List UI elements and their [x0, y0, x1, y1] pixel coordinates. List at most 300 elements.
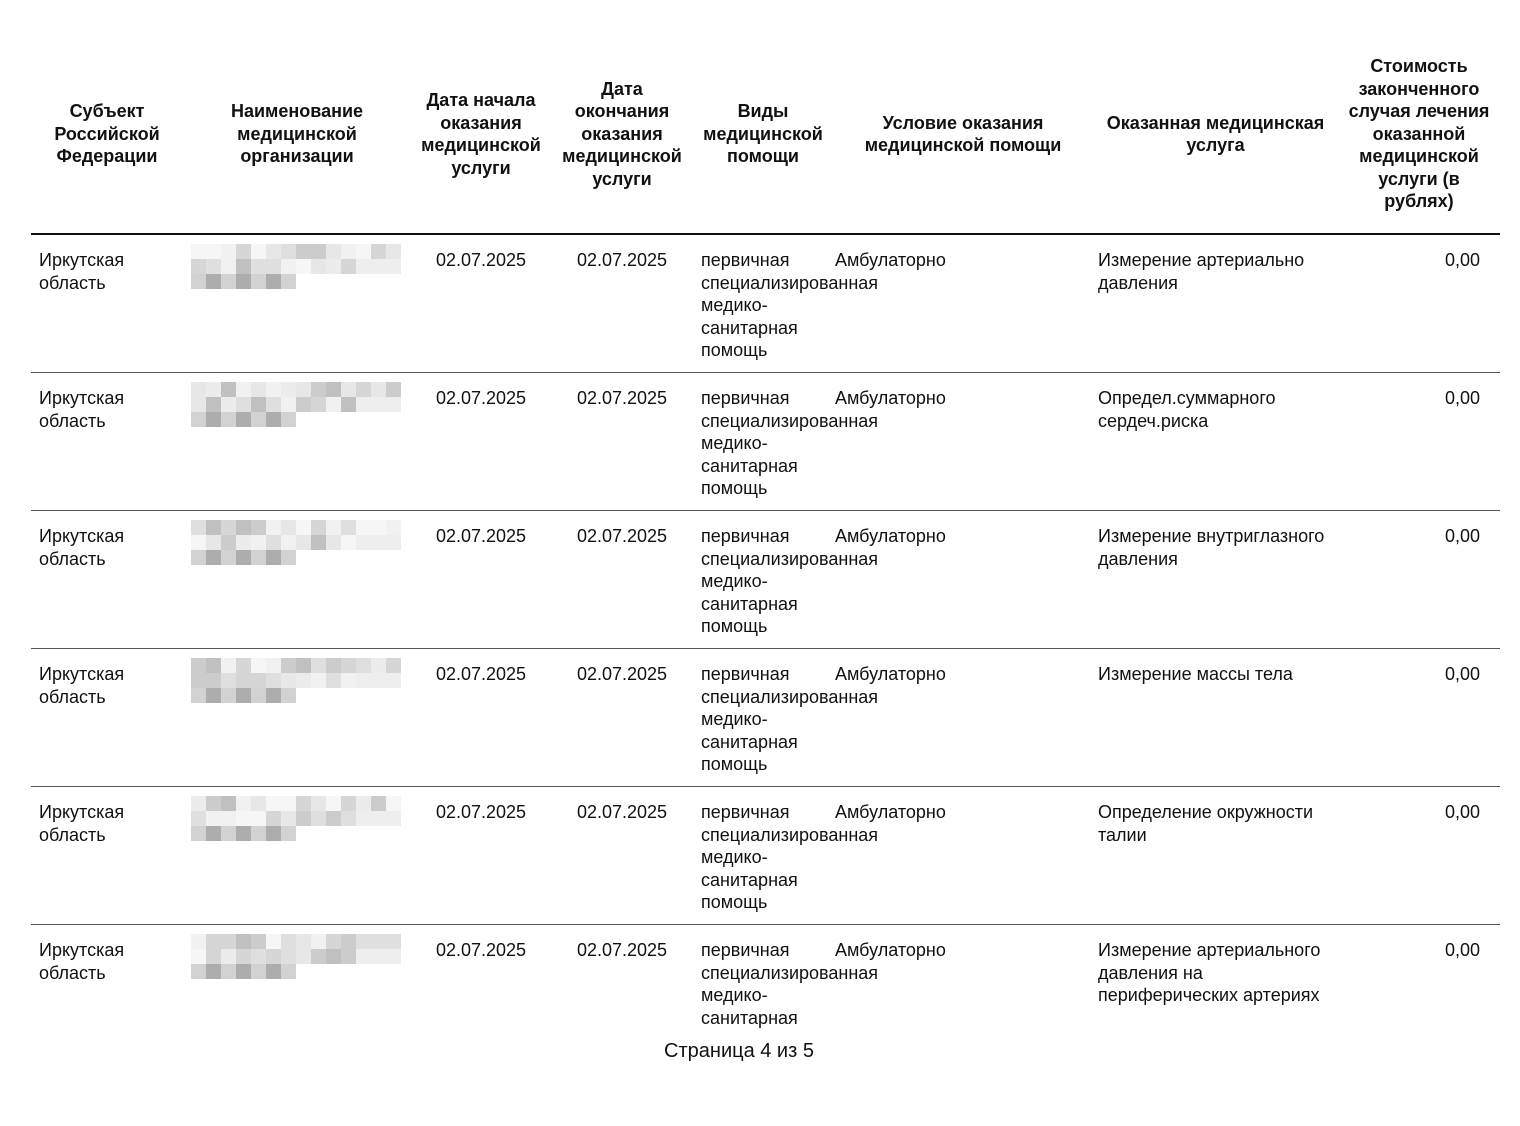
- redaction-pixel: [281, 658, 296, 673]
- redaction-pixel: [386, 658, 401, 673]
- redaction-pixel: [386, 274, 401, 289]
- redaction-pixel: [386, 520, 401, 535]
- redaction-pixel: [266, 550, 281, 565]
- redaction-pixel: [386, 934, 401, 949]
- redaction-pixel: [191, 535, 206, 550]
- redaction-pixel: [356, 964, 371, 979]
- redaction-pixel: [371, 934, 386, 949]
- table-row: [31, 234, 1500, 373]
- redaction-pixel: [206, 397, 221, 412]
- redaction-pixel: [311, 811, 326, 826]
- redaction-pixel: [236, 658, 251, 673]
- redaction-pixel: [191, 688, 206, 703]
- redacted-pixel-block: [191, 796, 403, 841]
- redaction-pixel: [371, 796, 386, 811]
- redaction-pixel: [206, 520, 221, 535]
- cell-service: Измерение массы тела: [1093, 649, 1338, 787]
- cell-cost: 0,00: [1338, 787, 1500, 925]
- redaction-pixel: [221, 382, 236, 397]
- redaction-pixel: [281, 688, 296, 703]
- header-date-end: Дата окончания оказания медицинской услуги: [551, 40, 693, 234]
- redaction-pixel: [341, 397, 356, 412]
- redaction-pixel: [371, 382, 386, 397]
- redaction-pixel: [296, 244, 311, 259]
- redaction-pixel: [296, 934, 311, 949]
- table-row: [31, 511, 1500, 649]
- redaction-pixel: [281, 934, 296, 949]
- cell-organization-redacted: [183, 649, 411, 787]
- cell-region: Иркутская область: [39, 940, 125, 983]
- redaction-pixel: [206, 688, 221, 703]
- redaction-pixel: [251, 412, 266, 427]
- redaction-pixel: [191, 964, 206, 979]
- redaction-pixel: [341, 796, 356, 811]
- redaction-pixel: [221, 964, 236, 979]
- redaction-pixel: [371, 397, 386, 412]
- redaction-pixel: [266, 934, 281, 949]
- redaction-pixel: [251, 796, 266, 811]
- redaction-pixel: [371, 688, 386, 703]
- redaction-pixel: [266, 964, 281, 979]
- cell-date-end: 02.07.2025: [576, 940, 668, 960]
- redaction-pixel: [371, 826, 386, 841]
- redaction-pixel: [386, 382, 401, 397]
- redaction-pixel: [236, 535, 251, 550]
- medical-services-table: [31, 40, 1500, 1039]
- redaction-pixel: [356, 826, 371, 841]
- redaction-pixel: [191, 949, 206, 964]
- redaction-pixel: [296, 658, 311, 673]
- redaction-pixel: [236, 796, 251, 811]
- redaction-pixel: [326, 412, 341, 427]
- redaction-pixel: [326, 949, 341, 964]
- redaction-pixel: [326, 244, 341, 259]
- redaction-pixel: [221, 658, 236, 673]
- redacted-pixel-block: [191, 658, 403, 703]
- redaction-pixel: [281, 382, 296, 397]
- redaction-pixel: [281, 520, 296, 535]
- redaction-pixel: [281, 244, 296, 259]
- header-service: Оказанная медицинская услуга: [1093, 40, 1338, 234]
- redaction-pixel: [191, 811, 206, 826]
- redaction-pixel: [326, 796, 341, 811]
- redaction-pixel: [206, 949, 221, 964]
- redaction-pixel: [266, 826, 281, 841]
- redaction-pixel: [326, 826, 341, 841]
- redaction-pixel: [341, 811, 356, 826]
- cell-condition: Амбулаторно: [833, 511, 1093, 649]
- redaction-pixel: [191, 259, 206, 274]
- cell-date-end: 02.07.2025: [551, 787, 693, 925]
- redaction-pixel: [206, 964, 221, 979]
- cell-care-type: первичная специализированная медико-санитарная помощь: [693, 649, 833, 787]
- redaction-pixel: [281, 550, 296, 565]
- redaction-pixel: [326, 688, 341, 703]
- table-row: [31, 925, 1500, 1040]
- redaction-pixel: [266, 274, 281, 289]
- redaction-pixel: [311, 658, 326, 673]
- redaction-pixel: [326, 382, 341, 397]
- redaction-pixel: [236, 244, 251, 259]
- redaction-pixel: [206, 535, 221, 550]
- redaction-pixel: [371, 658, 386, 673]
- cell-condition: Амбулаторно: [833, 649, 1093, 787]
- redaction-pixel: [356, 397, 371, 412]
- cell-cost: 0,00: [1338, 511, 1500, 649]
- redaction-pixel: [251, 274, 266, 289]
- redaction-pixel: [266, 397, 281, 412]
- redaction-pixel: [251, 826, 266, 841]
- redaction-pixel: [371, 964, 386, 979]
- cell-cost: 0,00: [1338, 649, 1500, 787]
- redaction-pixel: [206, 412, 221, 427]
- cell-cost: 0,00: [1338, 234, 1500, 373]
- redaction-pixel: [371, 673, 386, 688]
- redaction-pixel: [266, 658, 281, 673]
- redaction-pixel: [356, 934, 371, 949]
- redaction-pixel: [191, 397, 206, 412]
- redaction-pixel: [206, 811, 221, 826]
- redaction-pixel: [251, 811, 266, 826]
- redaction-pixel: [221, 673, 236, 688]
- redaction-pixel: [236, 673, 251, 688]
- redaction-pixel: [251, 688, 266, 703]
- redaction-pixel: [266, 520, 281, 535]
- redaction-pixel: [311, 274, 326, 289]
- redaction-pixel: [356, 811, 371, 826]
- redaction-pixel: [251, 259, 266, 274]
- redaction-pixel: [296, 688, 311, 703]
- redaction-pixel: [311, 382, 326, 397]
- redaction-pixel: [326, 520, 341, 535]
- redaction-pixel: [266, 811, 281, 826]
- table-row: [31, 649, 1500, 787]
- redaction-pixel: [281, 826, 296, 841]
- redaction-pixel: [236, 688, 251, 703]
- redaction-pixel: [356, 688, 371, 703]
- redaction-pixel: [341, 934, 356, 949]
- redaction-pixel: [386, 811, 401, 826]
- cell-care-type: первичная специализированная медико-санитарная помощь: [693, 787, 833, 925]
- redaction-pixel: [341, 826, 356, 841]
- header-condition: Условие оказания медицинской помощи: [833, 40, 1093, 234]
- redaction-pixel: [371, 811, 386, 826]
- redaction-pixel: [221, 412, 236, 427]
- cell-date-end: 02.07.2025: [551, 649, 693, 787]
- redaction-pixel: [221, 259, 236, 274]
- cell-region: Иркутская область: [31, 787, 183, 925]
- cell-service: Определ.суммарного сердеч.риска: [1093, 373, 1338, 511]
- redaction-pixel: [371, 550, 386, 565]
- redaction-pixel: [296, 673, 311, 688]
- redaction-pixel: [356, 382, 371, 397]
- redaction-pixel: [296, 550, 311, 565]
- redaction-pixel: [221, 826, 236, 841]
- redaction-pixel: [251, 535, 266, 550]
- redaction-pixel: [296, 811, 311, 826]
- redaction-pixel: [266, 412, 281, 427]
- redaction-pixel: [356, 520, 371, 535]
- redaction-pixel: [206, 673, 221, 688]
- redaction-pixel: [311, 934, 326, 949]
- cell-region: Иркутская область: [31, 234, 183, 373]
- cell-cost: 0,00: [1444, 940, 1480, 960]
- cell-date-start: 02.07.2025: [411, 649, 551, 787]
- redaction-pixel: [341, 949, 356, 964]
- redaction-pixel: [191, 274, 206, 289]
- redaction-pixel: [311, 949, 326, 964]
- redaction-pixel: [236, 934, 251, 949]
- redaction-pixel: [236, 550, 251, 565]
- redaction-pixel: [236, 811, 251, 826]
- redaction-pixel: [221, 244, 236, 259]
- cell-condition: Амбулаторно: [833, 234, 1093, 373]
- cell-organization-redacted: [183, 234, 411, 373]
- cell-service: Определение окружности талии: [1093, 787, 1338, 925]
- cell-care-type: первичная специализированная медико-санитарная помощь: [693, 373, 833, 511]
- redaction-pixel: [296, 964, 311, 979]
- redaction-pixel: [326, 259, 341, 274]
- cell-date-end: 02.07.2025: [551, 234, 693, 373]
- redaction-pixel: [281, 964, 296, 979]
- redaction-pixel: [191, 520, 206, 535]
- redaction-pixel: [221, 535, 236, 550]
- redaction-pixel: [191, 826, 206, 841]
- redacted-pixel-block: [191, 520, 403, 565]
- header-date-start: Дата начала оказания медицинской услуги: [411, 40, 551, 234]
- redaction-pixel: [356, 796, 371, 811]
- redaction-pixel: [281, 397, 296, 412]
- redaction-pixel: [191, 934, 206, 949]
- redaction-pixel: [266, 382, 281, 397]
- cell-care-type: первичная специализированная медико-санитарная помощь: [693, 511, 833, 649]
- redaction-pixel: [311, 826, 326, 841]
- redaction-pixel: [236, 259, 251, 274]
- redacted-pixel-block: [191, 934, 403, 979]
- redaction-pixel: [221, 688, 236, 703]
- redaction-pixel: [356, 535, 371, 550]
- redaction-pixel: [236, 274, 251, 289]
- redaction-pixel: [191, 412, 206, 427]
- redaction-pixel: [206, 382, 221, 397]
- cell-organization-redacted: [183, 511, 411, 649]
- redaction-pixel: [386, 244, 401, 259]
- redaction-pixel: [311, 520, 326, 535]
- cell-condition: Амбулаторно: [833, 787, 1093, 925]
- redacted-pixel-block: [191, 382, 403, 427]
- redaction-pixel: [356, 412, 371, 427]
- redaction-pixel: [386, 964, 401, 979]
- redaction-pixel: [311, 964, 326, 979]
- redaction-pixel: [356, 244, 371, 259]
- redaction-pixel: [236, 826, 251, 841]
- redaction-pixel: [356, 550, 371, 565]
- cell-region: Иркутская область: [31, 373, 183, 511]
- redaction-pixel: [296, 259, 311, 274]
- redaction-pixel: [386, 826, 401, 841]
- redaction-pixel: [356, 949, 371, 964]
- redaction-pixel: [341, 535, 356, 550]
- redaction-pixel: [371, 412, 386, 427]
- redaction-pixel: [371, 949, 386, 964]
- redaction-pixel: [206, 244, 221, 259]
- redaction-pixel: [296, 274, 311, 289]
- document-page: [31, 40, 1500, 1039]
- redaction-pixel: [266, 535, 281, 550]
- table-header-row: [31, 40, 1500, 234]
- redaction-pixel: [341, 550, 356, 565]
- redaction-pixel: [356, 673, 371, 688]
- redaction-pixel: [221, 796, 236, 811]
- redaction-pixel: [311, 244, 326, 259]
- redaction-pixel: [386, 535, 401, 550]
- redaction-pixel: [266, 796, 281, 811]
- cell-date-start: 02.07.2025: [435, 940, 527, 960]
- redaction-pixel: [386, 673, 401, 688]
- redaction-pixel: [296, 826, 311, 841]
- redaction-pixel: [236, 520, 251, 535]
- redaction-pixel: [311, 259, 326, 274]
- redaction-pixel: [296, 520, 311, 535]
- redaction-pixel: [221, 520, 236, 535]
- redaction-pixel: [221, 949, 236, 964]
- redaction-pixel: [281, 274, 296, 289]
- redaction-pixel: [251, 397, 266, 412]
- redaction-pixel: [311, 796, 326, 811]
- redaction-pixel: [251, 949, 266, 964]
- cell-organization-redacted: [183, 925, 411, 1040]
- redaction-pixel: [296, 382, 311, 397]
- redaction-pixel: [371, 274, 386, 289]
- redaction-pixel: [221, 811, 236, 826]
- redaction-pixel: [251, 244, 266, 259]
- redaction-pixel: [251, 550, 266, 565]
- redaction-pixel: [341, 688, 356, 703]
- redaction-pixel: [236, 382, 251, 397]
- redaction-pixel: [311, 412, 326, 427]
- header-cost: Стоимость законченного случая лечения оказанной медицинской услуги (в рублях): [1338, 40, 1500, 234]
- redaction-pixel: [371, 520, 386, 535]
- redacted-pixel-block: [191, 244, 403, 289]
- redaction-pixel: [296, 412, 311, 427]
- redaction-pixel: [281, 811, 296, 826]
- redaction-pixel: [266, 259, 281, 274]
- redaction-pixel: [296, 949, 311, 964]
- redaction-pixel: [191, 673, 206, 688]
- redaction-pixel: [296, 397, 311, 412]
- cell-condition: Амбулаторно: [835, 940, 946, 960]
- redaction-pixel: [326, 535, 341, 550]
- cell-date-end: 02.07.2025: [551, 511, 693, 649]
- redaction-pixel: [341, 274, 356, 289]
- cell-date-end: 02.07.2025: [551, 373, 693, 511]
- redaction-pixel: [311, 397, 326, 412]
- cell-care-type: первичная специализированная медико-санитарная: [701, 940, 879, 1028]
- redaction-pixel: [206, 796, 221, 811]
- redaction-pixel: [341, 964, 356, 979]
- cell-date-start: 02.07.2025: [411, 511, 551, 649]
- redaction-pixel: [221, 397, 236, 412]
- redaction-pixel: [251, 382, 266, 397]
- redaction-pixel: [341, 673, 356, 688]
- redaction-pixel: [311, 688, 326, 703]
- redaction-pixel: [341, 244, 356, 259]
- redaction-pixel: [206, 934, 221, 949]
- redaction-pixel: [371, 244, 386, 259]
- redaction-pixel: [296, 535, 311, 550]
- redaction-pixel: [341, 520, 356, 535]
- redaction-pixel: [191, 550, 206, 565]
- redaction-pixel: [386, 796, 401, 811]
- cell-service: Измерение внутриглазного давления: [1093, 511, 1338, 649]
- redaction-pixel: [266, 673, 281, 688]
- redaction-pixel: [326, 811, 341, 826]
- redaction-pixel: [281, 796, 296, 811]
- redaction-pixel: [266, 688, 281, 703]
- header-care-type: Виды медицинской помощи: [693, 40, 833, 234]
- page-number: Страница 4 из 5: [664, 1040, 814, 1062]
- redaction-pixel: [386, 412, 401, 427]
- cell-date-start: 02.07.2025: [411, 234, 551, 373]
- redaction-pixel: [191, 796, 206, 811]
- redaction-pixel: [206, 274, 221, 289]
- redaction-pixel: [356, 274, 371, 289]
- redaction-pixel: [236, 949, 251, 964]
- redaction-pixel: [311, 673, 326, 688]
- cell-organization-redacted: [183, 373, 411, 511]
- redaction-pixel: [386, 397, 401, 412]
- cell-service: Измерение артериального давления на периферических артериях: [1098, 940, 1321, 1005]
- cell-region: Иркутская область: [31, 649, 183, 787]
- redaction-pixel: [206, 826, 221, 841]
- redaction-pixel: [251, 964, 266, 979]
- redaction-pixel: [266, 244, 281, 259]
- redaction-pixel: [386, 259, 401, 274]
- redaction-pixel: [386, 688, 401, 703]
- redaction-pixel: [326, 658, 341, 673]
- cell-care-type: первичная специализированная медико-санитарная помощь: [693, 234, 833, 373]
- redaction-pixel: [311, 550, 326, 565]
- redaction-pixel: [206, 259, 221, 274]
- redaction-pixel: [266, 949, 281, 964]
- cell-date-start: 02.07.2025: [411, 373, 551, 511]
- redaction-pixel: [326, 673, 341, 688]
- redaction-pixel: [371, 535, 386, 550]
- redaction-pixel: [296, 796, 311, 811]
- redaction-pixel: [236, 412, 251, 427]
- redaction-pixel: [281, 673, 296, 688]
- redaction-pixel: [281, 259, 296, 274]
- redaction-pixel: [386, 949, 401, 964]
- cell-service: Измерение артериально давления: [1093, 234, 1338, 373]
- redaction-pixel: [221, 274, 236, 289]
- cell-organization-redacted: [183, 787, 411, 925]
- redaction-pixel: [326, 934, 341, 949]
- redaction-pixel: [326, 964, 341, 979]
- redaction-pixel: [281, 949, 296, 964]
- cell-condition: Амбулаторно: [833, 373, 1093, 511]
- redaction-pixel: [341, 259, 356, 274]
- cell-region: Иркутская область: [31, 511, 183, 649]
- cell-cost: 0,00: [1338, 373, 1500, 511]
- redaction-pixel: [356, 259, 371, 274]
- redaction-pixel: [236, 397, 251, 412]
- redaction-pixel: [356, 658, 371, 673]
- redaction-pixel: [281, 412, 296, 427]
- header-organization: Наименование медицинской организации: [183, 40, 411, 234]
- redaction-pixel: [326, 274, 341, 289]
- redaction-pixel: [221, 934, 236, 949]
